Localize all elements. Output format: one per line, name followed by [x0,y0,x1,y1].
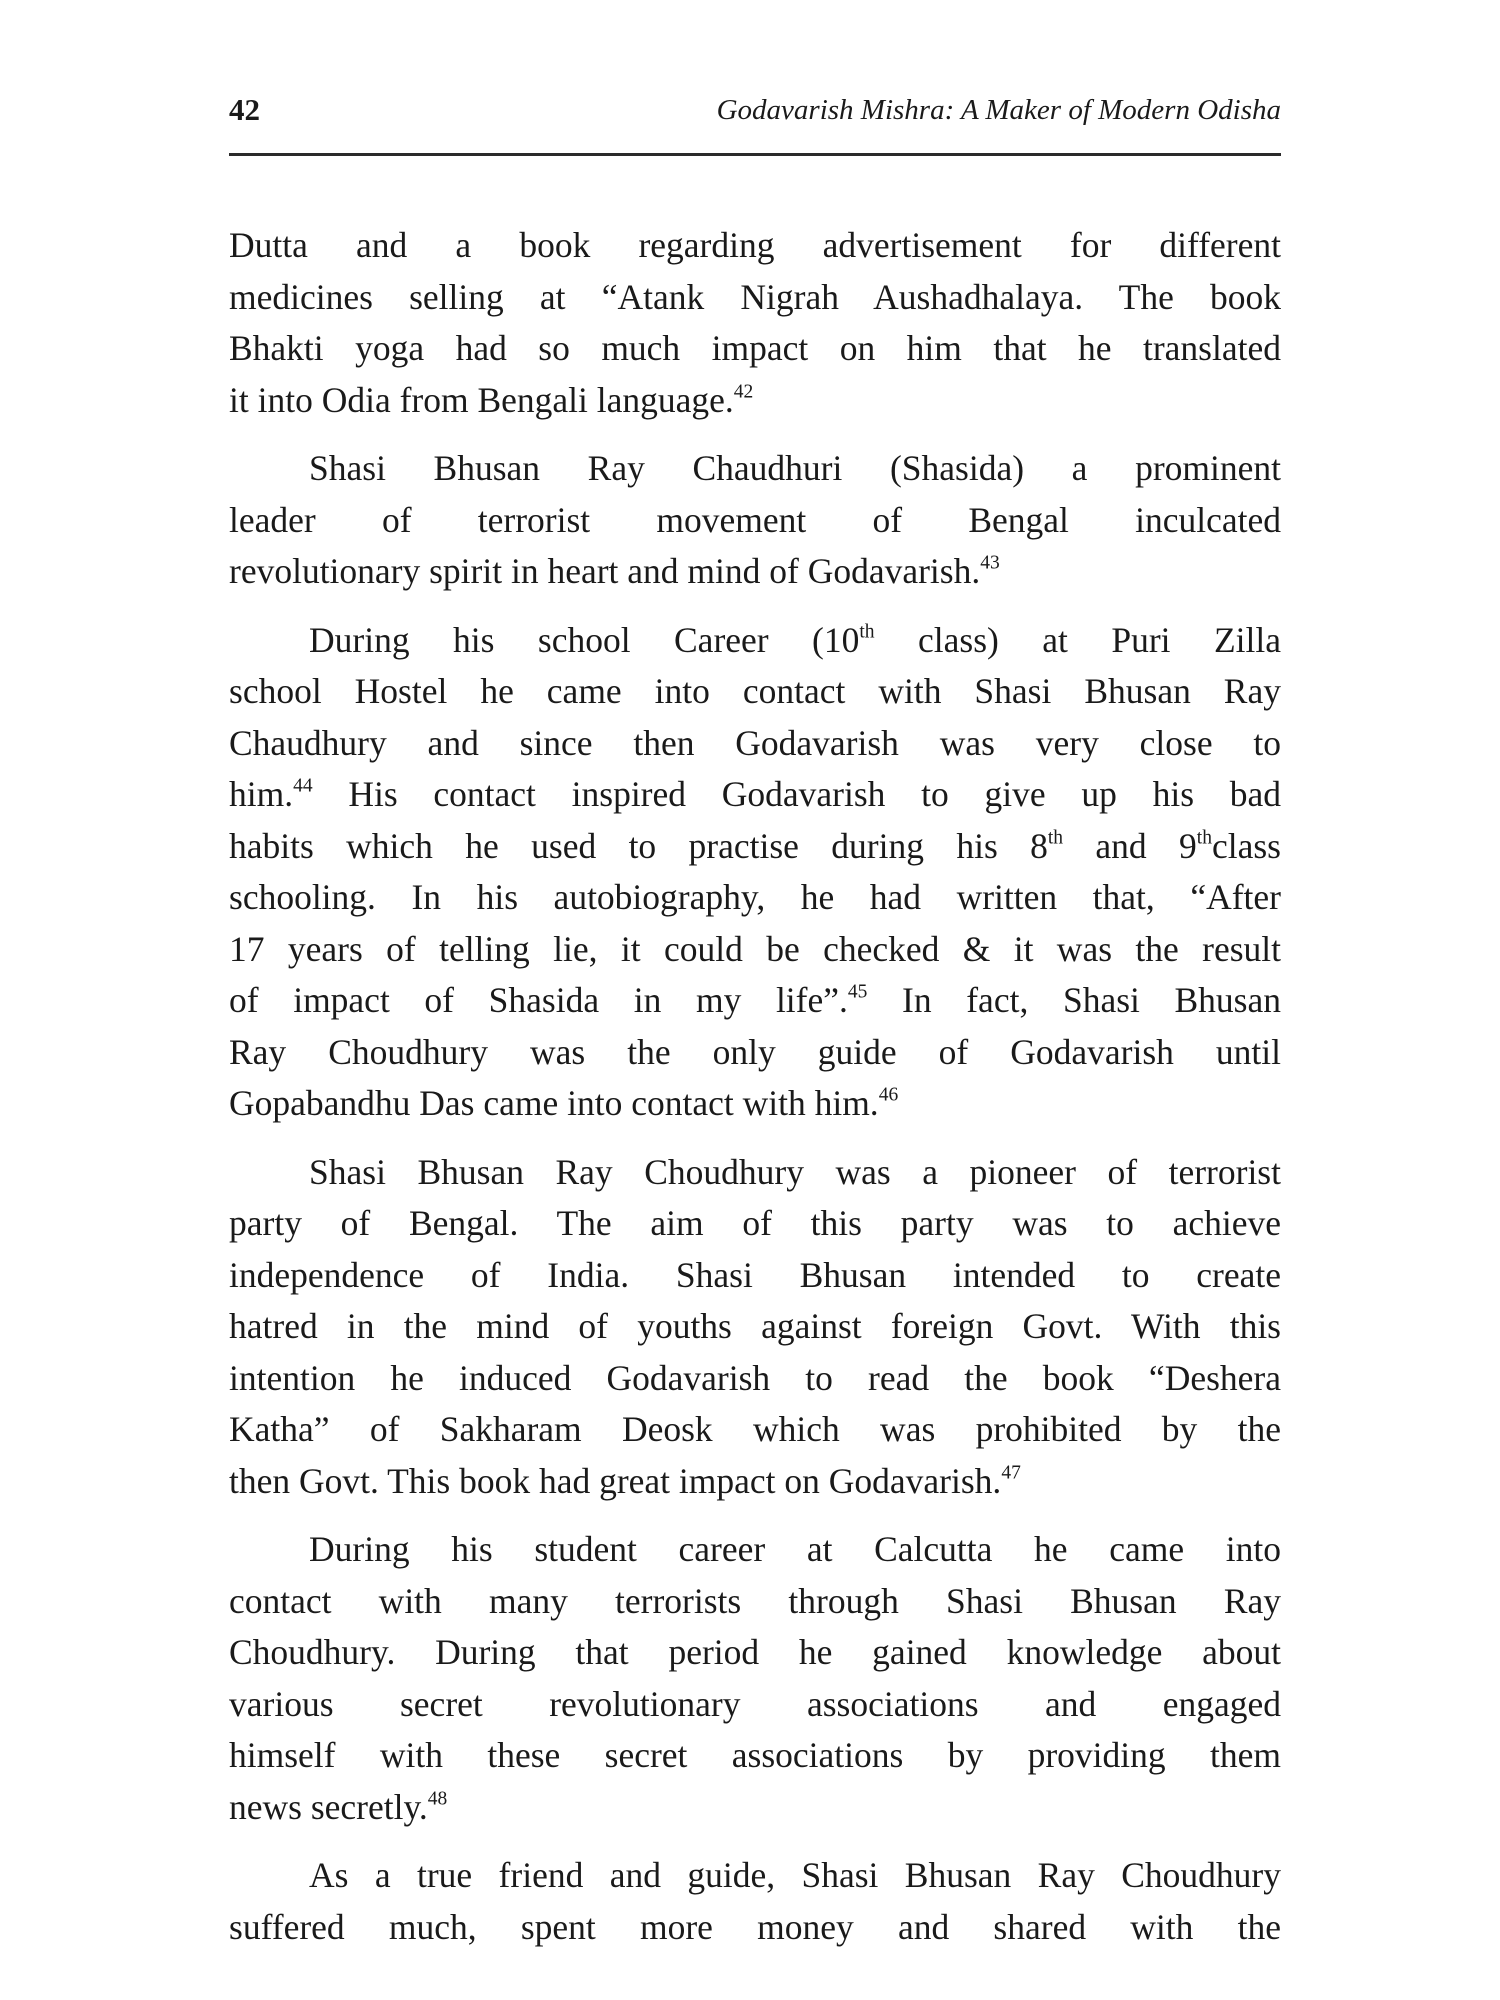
text-line: During his student career at Calcutta he came into [309,1529,1281,1569]
text-line: revolutionary spirit in heart and mind of Godavarish.$^{43}$ [229,551,1000,591]
text-line: schooling. In his autobiography, he had written that, “After [229,877,1281,917]
text-line: Choudhury. During that period he gained knowledge about [229,1632,1281,1672]
footnote-marker: th [859,620,875,642]
text-line: leader of terrorist movement of Bengal inculcated [229,499,1281,540]
text-line: Katha” of Sakharam Deosk which was prohibited by the [229,1409,1281,1449]
text-line: hatred in the mind of youths against foreign Govt. With this [229,1306,1281,1346]
body-text [229,220,1281,1970]
text-line: Bhakti yoga had so much impact on him that he translated [229,328,1281,368]
paragraph [229,615,1281,1130]
text-line: medicines selling at “Atank Nigrah Aushadhalaya. The book [229,276,1281,317]
text-line: contact with many terrorists through Shasi Bhusan Ray [229,1580,1281,1621]
running-header [229,92,1281,136]
text-line: Chaudhury and since then Godavarish was very close to [229,722,1281,763]
text-line: school Hostel he came into contact with Shasi Bhusan Ray [229,671,1281,711]
text-line: of impact of Shasida in my life”.$^{45}$ In fact, Shasi Bhusan [229,980,1282,1020]
text-line: Dutta and a book regarding advertisement for different [229,225,1281,265]
header-rule [229,153,1281,156]
footnote-marker: th [1047,826,1064,848]
footnote-marker: 44 [293,775,313,797]
text-line: Gopabandhu Das came into contact with him.$^{46}$ [229,1083,899,1123]
paragraph [229,1524,1281,1833]
footnote-marker: 46 [878,1084,899,1106]
text-line: Shasi Bhusan Ray Choudhury was a pioneer of terrorist [309,1151,1281,1192]
text-line: party of Bengal. The aim of this party was to achieve [229,1203,1281,1243]
paragraph [229,1850,1281,1953]
text-line: 17 years of telling lie, it could be checked & it was the result [229,928,1281,969]
paragraph [229,443,1281,598]
text-line: then Govt. This book had great impact on Godavarish.$^{47}$ [229,1460,1021,1501]
text-line: Ray Choudhury was the only guide of Godavarish until [229,1031,1281,1072]
text-line: intention he induced Godavarish to read the book “Deshera [229,1357,1281,1398]
footnote-marker: th [1196,826,1212,848]
paragraph [229,220,1281,426]
paragraph [229,1147,1281,1508]
text-line: news secretly.$^{48}$ [229,1786,448,1827]
text-line: During his school Career (10th class) at Puri Zilla [309,619,1281,660]
text-line: him.$^{44}$ His contact inspired Godavarish to give up his bad [229,774,1281,814]
text-line: Shasi Bhusan Ray Chaudhuri (Shasida) a prominent [309,448,1281,488]
text-line: independence of India. Shasi Bhusan intended to create [229,1254,1281,1295]
footnote-marker: 45 [847,981,868,1003]
footnote-marker: 43 [980,552,1000,574]
running-title: Godavarish Mishra: A Maker of Modern Odisha [716,94,1281,126]
page-number: 42 [229,92,260,127]
text-line: it into Odia from Bengali language.$^{42}$ [229,379,754,420]
footnote-marker: 47 [1001,1461,1021,1483]
text-line: habits which he used to practise during his 8th and 9thclass [229,825,1281,866]
footnote-marker: 48 [427,1787,448,1809]
text-line: various secret revolutionary associations and engaged [229,1683,1281,1724]
footnote-marker: 42 [733,380,754,402]
text-line: suffered much, spent more money and shared with the [229,1906,1281,1947]
text-line: himself with these secret associations by providing them [229,1735,1281,1775]
text-line: As a true friend and guide, Shasi Bhusan Ray Choudhury [309,1855,1281,1895]
